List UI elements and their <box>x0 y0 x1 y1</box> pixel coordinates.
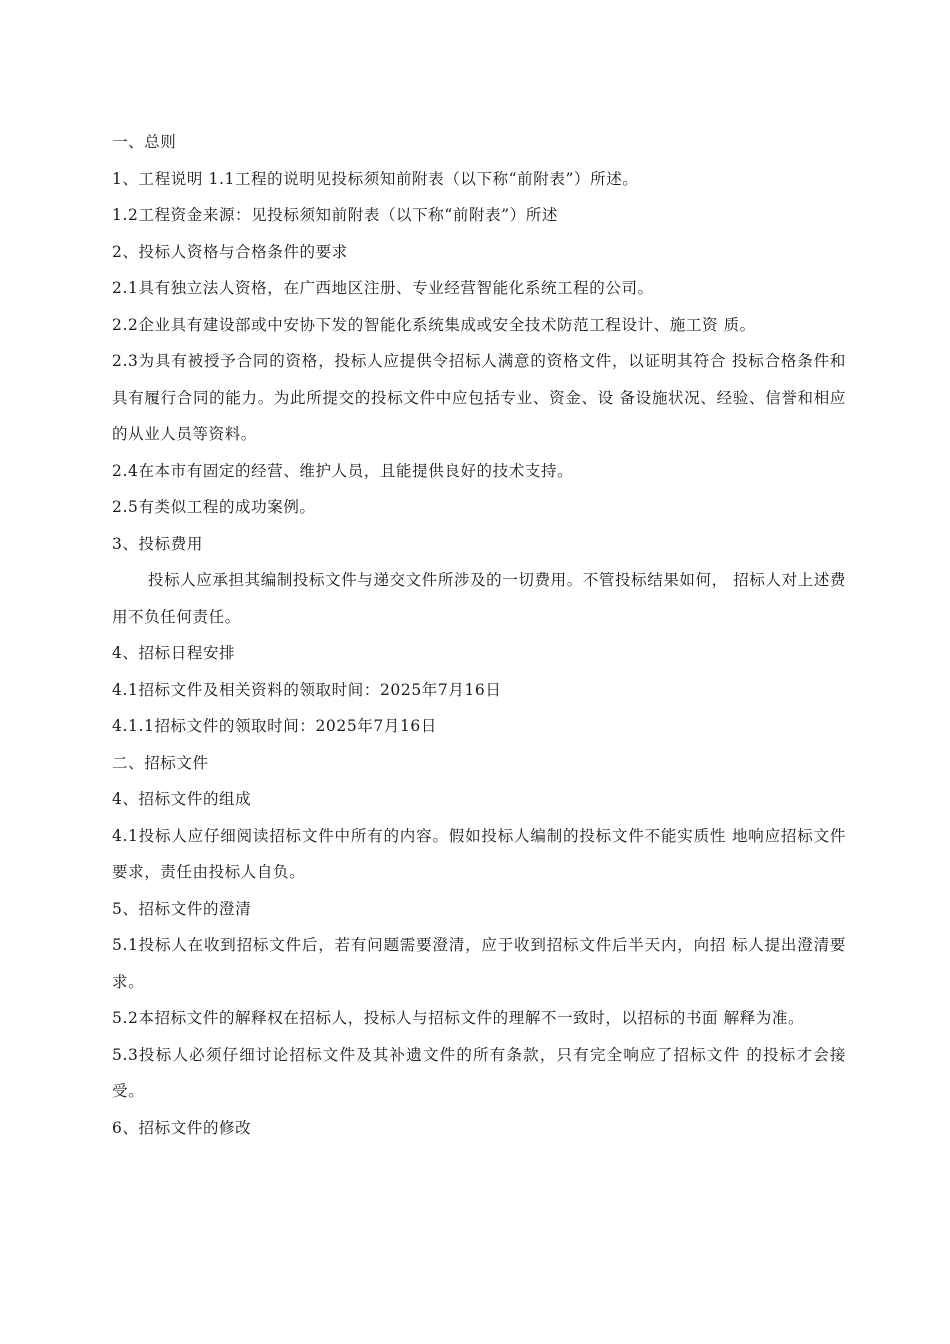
paragraph-5-2: 5.2本招标文件的解释权在招标人，投标人与招标文件的理解不一致时，以招标的书面 解释为准。 <box>112 1009 805 1027</box>
paragraph-2: 2、投标人资格与合格条件的要求 <box>112 242 348 261</box>
paragraph-2-1: 2.1具有独立法人资格，在广西地区注册、专业经营智能化系统工程的公司。 <box>112 279 654 297</box>
paragraph-2-4: 2.4在本市有固定的经营、维护人员，且能提供良好的技术支持。 <box>112 461 574 480</box>
paragraph-2-3: 2.3为具有被授予合同的资格，投标人应提供令招标人满意的资格文件，以证明其符合 投标合格条件和具有履行合同的能力。为此所提交的投标文件中应包括专业、资金、设 备设施状况、经验、信誉和相应的从业人员等资料。 <box>112 352 846 443</box>
paragraph-1-2: 1.2工程资金来源：见投标须知前附表（以下称“前附表”）所述 <box>112 206 558 224</box>
paragraph-4-1: 4.1招标文件及相关资料的领取时间：2025年7月16日 <box>112 680 502 699</box>
paragraph-2-5: 2.5有类似工程的成功案例。 <box>112 498 316 516</box>
paragraph-3: 3、投标费用 <box>112 534 203 553</box>
heading-tender-documents: 二、招标文件 <box>112 753 209 772</box>
paragraph-3-body: 投标人应承担其编制投标文件与递交文件所涉及的一切费用。不管投标结果如何， 招标人对上述费用不负任何责任。 <box>112 571 846 626</box>
paragraph-2-2: 2.2企业具有建设部或中安协下发的智能化系统集成或安全技术防范工程设计、施工资 质。 <box>112 315 756 334</box>
paragraph-5-1: 5.1投标人在收到招标文件后，若有问题需要澄清，应于收到招标文件后半天内，向招 标人提出澄清要求。 <box>112 936 846 991</box>
paragraph-4b-1: 4.1投标人应仔细阅读招标文件中所有的内容。假如投标人编制的投标文件不能实质性 地响应招标文件要求，责任由投标人自负。 <box>112 826 846 881</box>
paragraph-4-1-1: 4.1.1招标文件的领取时间：2025年7月16日 <box>112 717 437 735</box>
paragraph-6: 6、招标文件的修改 <box>112 1118 252 1137</box>
heading-general: 一、总则 <box>112 133 177 151</box>
paragraph-4: 4、招标日程安排 <box>112 644 236 662</box>
paragraph-4b: 4、招标文件的组成 <box>112 790 252 808</box>
paragraph-5-3: 5.3投标人必须仔细讨论招标文件及其补遗文件的所有条款，只有完全响应了招标文件 的投标才会接受。 <box>112 1045 846 1100</box>
paragraph-5: 5、招标文件的澄清 <box>112 899 252 918</box>
paragraph-1: 1、工程说明 1.1工程的说明见投标须知前附表（以下称“前附表”）所述。 <box>112 169 639 188</box>
document-body <box>112 124 846 1146</box>
